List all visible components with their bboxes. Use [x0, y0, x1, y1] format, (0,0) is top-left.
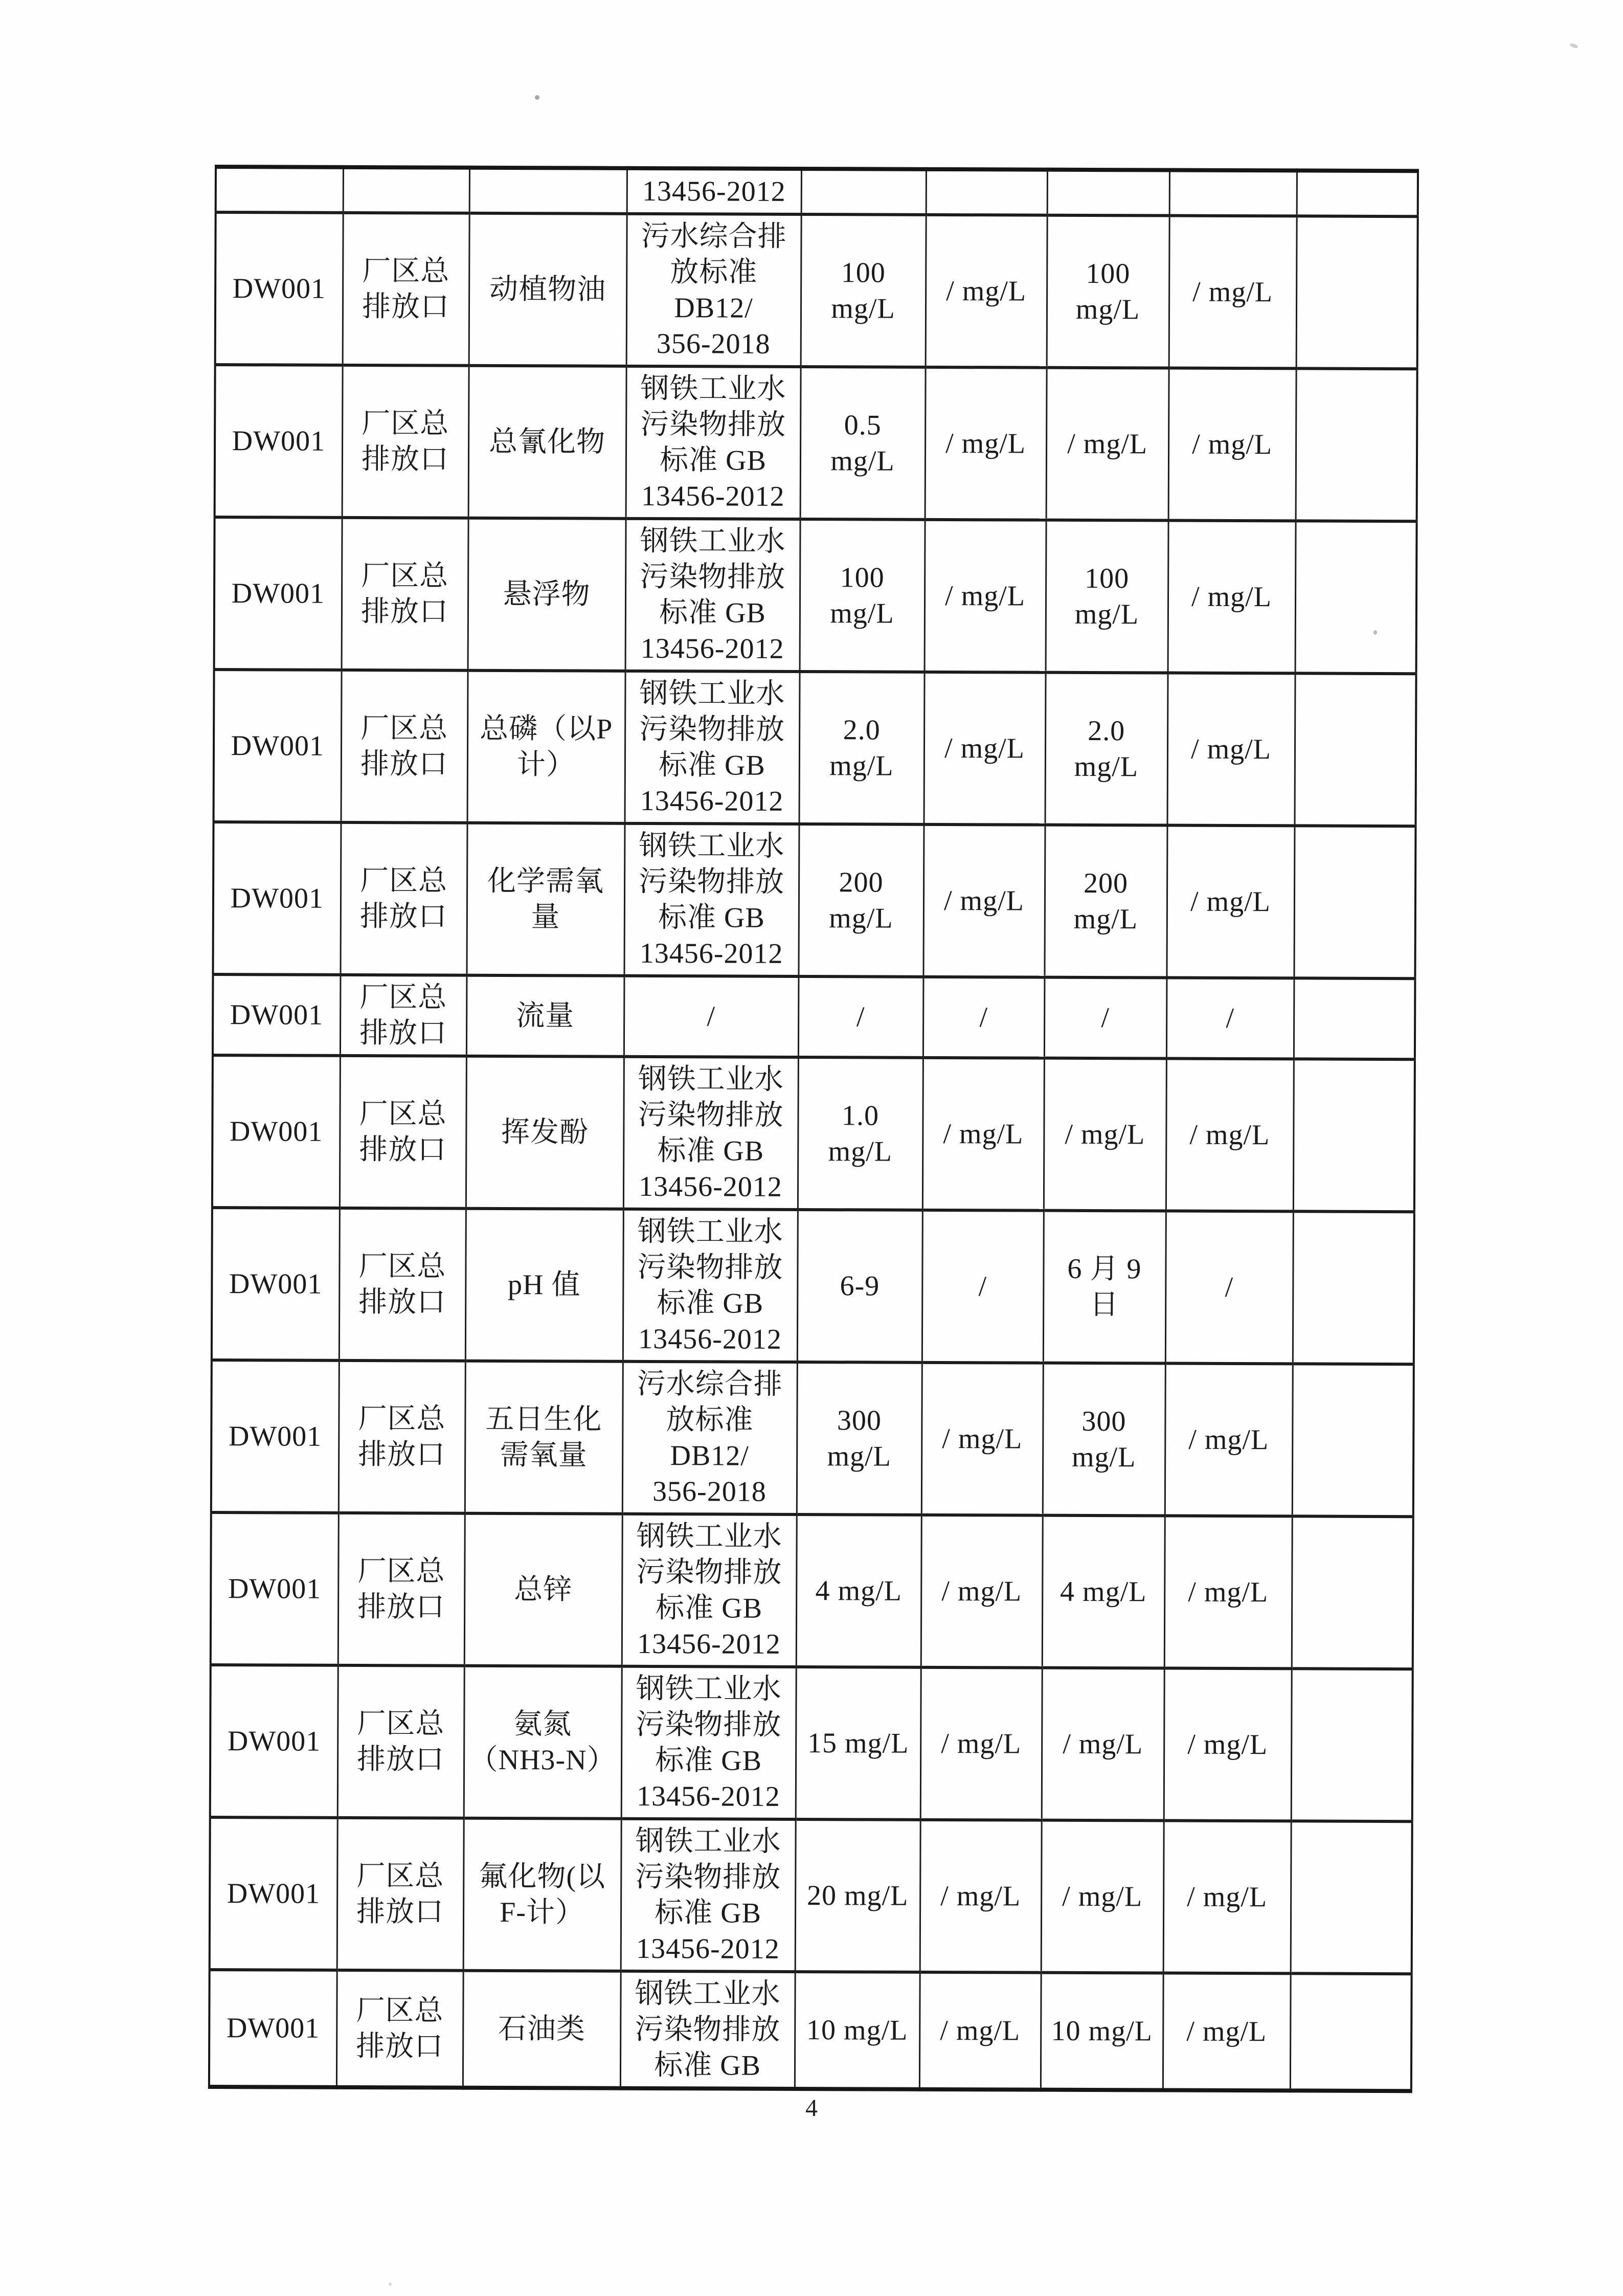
- remark-cell: [1295, 673, 1416, 826]
- table-row: [215, 212, 1418, 369]
- actual-value-1-cell: / mg/L: [924, 672, 1046, 825]
- monitoring-table: [208, 165, 1419, 2093]
- actual-value-2-cell: 6 月 9 日: [1043, 1211, 1166, 1364]
- actual-value-1-cell: / mg/L: [925, 367, 1047, 520]
- table-row: [215, 365, 1417, 521]
- outfall-name-cell: 厂区总 排放口: [340, 822, 467, 975]
- actual-value-3-cell: / mg/L: [1166, 1059, 1294, 1212]
- actual-value-1-cell: / mg/L: [921, 1363, 1043, 1515]
- outfall-code-cell: DW001: [214, 670, 342, 822]
- limit-value-cell: 1.0 mg/L: [798, 1057, 923, 1210]
- pollutant-cell: 动植物油: [469, 213, 627, 366]
- remark-cell: [1293, 1059, 1415, 1212]
- limit-value-cell: 10 mg/L: [795, 1972, 920, 2089]
- outfall-name-cell: 厂区总 排放口: [343, 213, 469, 366]
- outfall-name-cell: 厂区总 排放口: [341, 670, 468, 823]
- table-row: [214, 670, 1416, 826]
- outfall-name-cell: [343, 167, 469, 213]
- outfall-code-cell: DW001: [210, 1817, 337, 1970]
- actual-value-3-cell: / mg/L: [1169, 216, 1297, 369]
- table-row: [212, 1208, 1414, 1364]
- actual-value-3-cell: / mg/L: [1163, 1973, 1291, 2090]
- remark-cell: [1291, 1821, 1412, 1974]
- outfall-code-cell: [216, 167, 343, 213]
- table-row: [214, 517, 1417, 674]
- actual-value-3-cell: / mg/L: [1165, 1364, 1293, 1517]
- actual-value-1-cell: / mg/L: [920, 1820, 1042, 1973]
- standard-cell: 钢铁工业水 污染物排放 标准 GB 13456-2012: [623, 1209, 798, 1362]
- actual-value-2-cell: 4 mg/L: [1042, 1515, 1165, 1668]
- standard-cell: 13456-2012: [627, 168, 801, 214]
- outfall-name-cell: 厂区总 排放口: [340, 1056, 466, 1209]
- outfall-code-cell: DW001: [213, 822, 341, 975]
- scan-speck: [389, 2283, 392, 2286]
- actual-value-3-cell: / mg/L: [1167, 673, 1295, 826]
- standard-cell: 钢铁工业水 污染物排放 标准 GB 13456-2012: [626, 366, 801, 519]
- outfall-name-cell: 厂区总 排放口: [339, 1361, 465, 1513]
- outfall-code-cell: DW001: [215, 365, 343, 518]
- actual-value-1-cell: / mg/L: [925, 520, 1046, 673]
- actual-value-2-cell: 10 mg/L: [1041, 1973, 1163, 2090]
- actual-value-3-cell: /: [1166, 978, 1294, 1059]
- limit-value-cell: 15 mg/L: [796, 1667, 921, 1820]
- monitoring-table-body: [209, 167, 1418, 2091]
- actual-value-2-cell: /: [1044, 977, 1167, 1059]
- pollutant-discharge-table: [208, 165, 1419, 2093]
- pollutant-cell: 氟化物(以 F-计）: [463, 1818, 621, 1971]
- limit-value-cell: 200 mg/L: [798, 824, 923, 977]
- actual-value-3-cell: [1169, 170, 1297, 216]
- actual-value-3-cell: / mg/L: [1163, 1820, 1291, 1973]
- remark-cell: [1296, 216, 1418, 369]
- limit-value-cell: 20 mg/L: [795, 1819, 920, 1972]
- standard-cell: 钢铁工业水 污染物排放 标准 GB: [620, 1971, 795, 2089]
- pollutant-cell: 化学需氧 量: [466, 823, 624, 976]
- standard-cell: 钢铁工业水 污染物排放 标准 GB 13456-2012: [624, 823, 799, 976]
- page-number: 4: [805, 2094, 818, 2122]
- limit-value-cell: [801, 169, 926, 215]
- actual-value-1-cell: / mg/L: [920, 1667, 1042, 1820]
- actual-value-2-cell: 2.0 mg/L: [1045, 673, 1168, 826]
- remark-cell: [1294, 978, 1415, 1059]
- limit-value-cell: 0.5 mg/L: [800, 367, 926, 520]
- actual-value-2-cell: / mg/L: [1042, 1668, 1164, 1821]
- outfall-code-cell: DW001: [209, 1970, 337, 2087]
- table-row: [209, 1970, 1412, 2091]
- limit-value-cell: 100 mg/L: [801, 214, 926, 367]
- actual-value-2-cell: / mg/L: [1046, 368, 1169, 521]
- outfall-code-cell: DW001: [213, 974, 341, 1056]
- pollutant-cell: 石油类: [463, 1971, 621, 2088]
- standard-cell: 污水综合排 放标准 DB12/ 356-2018: [626, 214, 801, 367]
- remark-cell: [1291, 1668, 1413, 1821]
- outfall-name-cell: 厂区总 排放口: [337, 1818, 464, 1971]
- actual-value-2-cell: 100 mg/L: [1046, 520, 1168, 673]
- standard-cell: 钢铁工业水 污染物排放 标准 GB 13456-2012: [622, 1514, 797, 1667]
- actual-value-2-cell: [1047, 170, 1169, 216]
- remark-cell: [1290, 1973, 1412, 2091]
- outfall-name-cell: 厂区总 排放口: [338, 1513, 465, 1666]
- outfall-name-cell: 厂区总 排放口: [340, 975, 467, 1056]
- limit-value-cell: 2.0 mg/L: [799, 672, 925, 824]
- actual-value-3-cell: / mg/L: [1168, 368, 1296, 521]
- table-row: [216, 167, 1418, 216]
- standard-cell: 钢铁工业水 污染物排放 标准 GB 13456-2012: [623, 1057, 798, 1210]
- outfall-name-cell: 厂区总 排放口: [339, 1208, 466, 1361]
- remark-cell: [1296, 368, 1417, 521]
- actual-value-3-cell: / mg/L: [1166, 826, 1294, 978]
- table-row: [213, 822, 1415, 978]
- actual-value-1-cell: / mg/L: [919, 1972, 1041, 2090]
- actual-value-2-cell: 300 mg/L: [1043, 1363, 1165, 1516]
- remark-cell: [1292, 1364, 1414, 1517]
- outfall-code-cell: DW001: [212, 1055, 340, 1208]
- limit-value-cell: 100 mg/L: [800, 519, 925, 672]
- actual-value-1-cell: /: [923, 977, 1045, 1058]
- table-row: [212, 1055, 1415, 1212]
- scan-speck: [1569, 42, 1578, 49]
- pollutant-cell: 总锌: [464, 1513, 622, 1666]
- remark-cell: [1292, 1516, 1413, 1669]
- actual-value-2-cell: 200 mg/L: [1044, 825, 1167, 978]
- remark-cell: [1297, 170, 1418, 216]
- actual-value-2-cell: / mg/L: [1044, 1058, 1166, 1211]
- actual-value-1-cell: / mg/L: [926, 215, 1047, 368]
- limit-value-cell: 300 mg/L: [797, 1362, 922, 1515]
- actual-value-1-cell: / mg/L: [922, 1058, 1044, 1211]
- pollutant-cell: 悬浮物: [468, 518, 626, 671]
- actual-value-1-cell: / mg/L: [923, 824, 1045, 977]
- actual-value-3-cell: / mg/L: [1164, 1516, 1292, 1669]
- table-row: [213, 974, 1415, 1059]
- pollutant-cell: 总磷（以P 计）: [467, 671, 625, 823]
- standard-cell: 钢铁工业水 污染物排放 标准 GB 13456-2012: [625, 671, 800, 824]
- standard-cell: 污水综合排 放标准 DB12/ 356-2018: [622, 1362, 797, 1514]
- outfall-code-cell: DW001: [215, 212, 343, 365]
- actual-value-1-cell: /: [922, 1210, 1044, 1363]
- outfall-name-cell: 厂区总 排放口: [337, 1665, 464, 1818]
- outfall-code-cell: DW001: [214, 517, 342, 670]
- actual-value-1-cell: [926, 169, 1047, 215]
- actual-value-1-cell: / mg/L: [921, 1515, 1043, 1668]
- pollutant-cell: 挥发酚: [466, 1056, 624, 1209]
- outfall-name-cell: 厂区总 排放口: [342, 365, 469, 518]
- limit-value-cell: /: [798, 976, 923, 1058]
- outfall-code-cell: DW001: [210, 1665, 338, 1818]
- outfall-code-cell: DW001: [211, 1512, 339, 1665]
- pollutant-cell: 总氰化物: [468, 366, 626, 519]
- scan-speck: [535, 95, 539, 100]
- pollutant-cell: 氨氮 （NH3-N）: [464, 1666, 622, 1819]
- outfall-name-cell: 厂区总 排放口: [342, 518, 468, 671]
- remark-cell: [1295, 521, 1417, 674]
- pollutant-cell: 五日生化 需氧量: [465, 1361, 623, 1514]
- limit-value-cell: 6-9: [797, 1210, 922, 1363]
- outfall-code-cell: DW001: [211, 1360, 339, 1513]
- table-row: [211, 1360, 1414, 1517]
- limit-value-cell: 4 mg/L: [796, 1514, 921, 1667]
- pollutant-cell: 流量: [466, 975, 624, 1057]
- remark-cell: [1293, 1211, 1414, 1364]
- actual-value-3-cell: / mg/L: [1164, 1668, 1292, 1821]
- remark-cell: [1294, 826, 1415, 978]
- table-row: [210, 1817, 1412, 1974]
- table-row: [210, 1665, 1413, 1821]
- standard-cell: 钢铁工业水 污染物排放 标准 GB 13456-2012: [621, 1666, 796, 1819]
- standard-cell: /: [624, 976, 799, 1057]
- table-row: [211, 1512, 1413, 1669]
- actual-value-3-cell: / mg/L: [1168, 521, 1296, 674]
- outfall-name-cell: 厂区总 排放口: [336, 1970, 463, 2088]
- outfall-code-cell: DW001: [212, 1208, 340, 1361]
- scan-speck: [1373, 630, 1377, 635]
- standard-cell: 钢铁工业水 污染物排放 标准 GB 13456-2012: [625, 519, 800, 672]
- standard-cell: 钢铁工业水 污染物排放 标准 GB 13456-2012: [621, 1819, 796, 1972]
- actual-value-2-cell: / mg/L: [1041, 1820, 1164, 1973]
- pollutant-cell: [469, 168, 627, 214]
- actual-value-2-cell: 100 mg/L: [1047, 215, 1169, 368]
- pollutant-cell: pH 值: [465, 1209, 623, 1362]
- actual-value-3-cell: /: [1165, 1211, 1293, 1364]
